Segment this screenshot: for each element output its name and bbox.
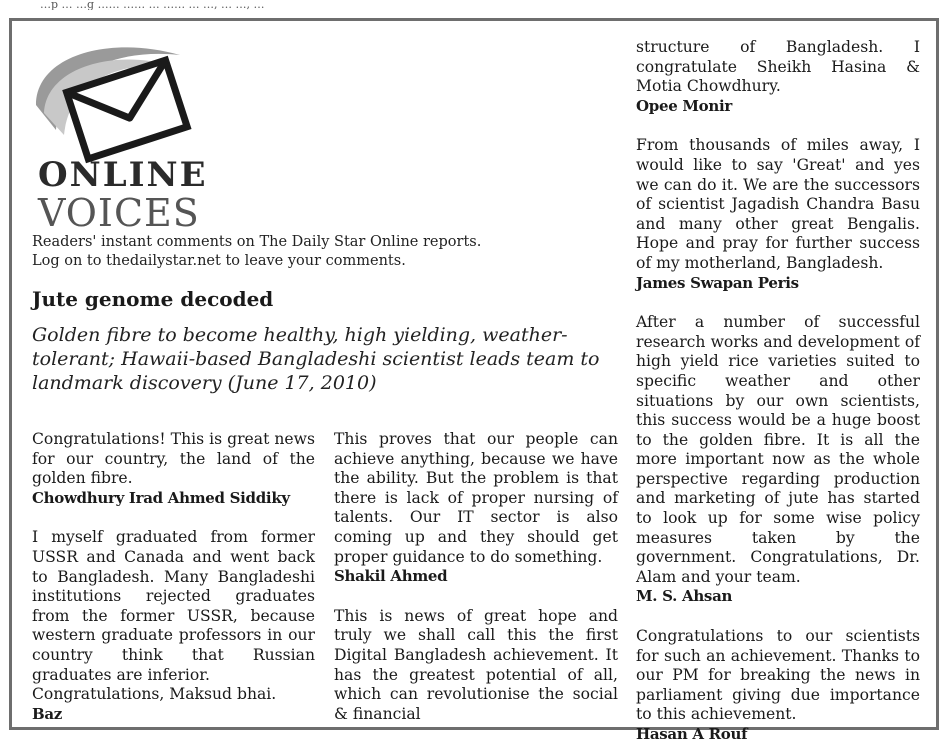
comment-text-continued: structure of Bangladesh. I congratulate Sheikh Hasina & Motia Chowdhury. xyxy=(636,38,920,96)
envelope-icon xyxy=(30,35,200,165)
article-deck: Golden fibre to become healthy, high yielding, weather-tolerant; Hawaii-based Bangladeshi scientist leads team to landmark discovery (June 17, 2010) xyxy=(32,324,600,394)
intro-line: Log on to thedailystar.net to leave your comments. xyxy=(32,253,406,269)
online-voices-logo xyxy=(30,35,208,235)
comment-author: Opee Monir xyxy=(636,96,732,115)
previous-page-strip: …p … …g …… …… … …… … …, … …, … xyxy=(40,0,265,10)
intro-line: Readers' instant comments on The Daily Star Online reports. xyxy=(32,234,482,250)
comment-author: Chowdhury Irad Ahmed Siddiky xyxy=(32,488,290,507)
comment-author: M. S. Ahsan xyxy=(636,587,733,606)
comment-text: This proves that our people can achieve anything, because we have the ability. But the problem is that there is lack of proper nursing of talents. Our IT sector is also coming up and they should get proper guidance to do something. xyxy=(334,430,618,566)
article-headline: Jute genome decoded xyxy=(32,287,274,311)
comment-text: After a number of successful research works and development of high yield rice varieties suited to specific weather and other situations by our own scientists, this success would be a huge boost to the golden fibre. It is all the more important now as the whole perspective regarding production and marketing of jute has started to look up for some wise policy measures taken by the government. Congratulations, Dr. Alam and your team. xyxy=(636,313,920,586)
logo-online-text: ONLINE xyxy=(38,155,208,195)
comment-text: Congratulations to our scientists for such an achievement. Thanks to our PM for breaking the news in parliament giving due importance to this achievement. xyxy=(636,627,920,724)
comment-text: Congratulations! This is great news for our country, the land of the golden fibre. xyxy=(32,430,315,488)
comment-text: This is news of great hope and truly we shall call this the first Digital Bangladesh achievement. It has the greatest potential of all, which can revolutionise the social & financial xyxy=(334,606,618,723)
logo-voices-text: VOICES xyxy=(38,191,200,235)
online-voices-box xyxy=(9,18,939,743)
comment-author: Baz xyxy=(32,704,63,723)
comment-author: Hasan A Rouf xyxy=(636,725,748,743)
comment-author: James Swapan Peris xyxy=(636,273,799,292)
comment-text: I myself graduated from former USSR and Canada and went back to Bangladesh. Many Bangladeshi institutions rejected graduates from the former USSR, because western graduate professors in our country think that Russian graduates are inferior. xyxy=(32,528,315,684)
comment-text: Congratulations, Maksud bhai. xyxy=(32,685,277,704)
intro-text xyxy=(32,233,592,271)
comments-column-3 xyxy=(636,38,920,745)
comments-column-2 xyxy=(334,430,618,724)
comments-column-1 xyxy=(32,430,315,724)
comment-text: From thousands of miles away, I would like to say 'Great' and yes we can do it. We are the successors of scientist Jagadish Chandra Basu and many other great Bengalis. Hope and pray for further success of my motherland, Bangladesh. xyxy=(636,136,920,272)
comment-author: Shakil Ahmed xyxy=(334,567,448,586)
